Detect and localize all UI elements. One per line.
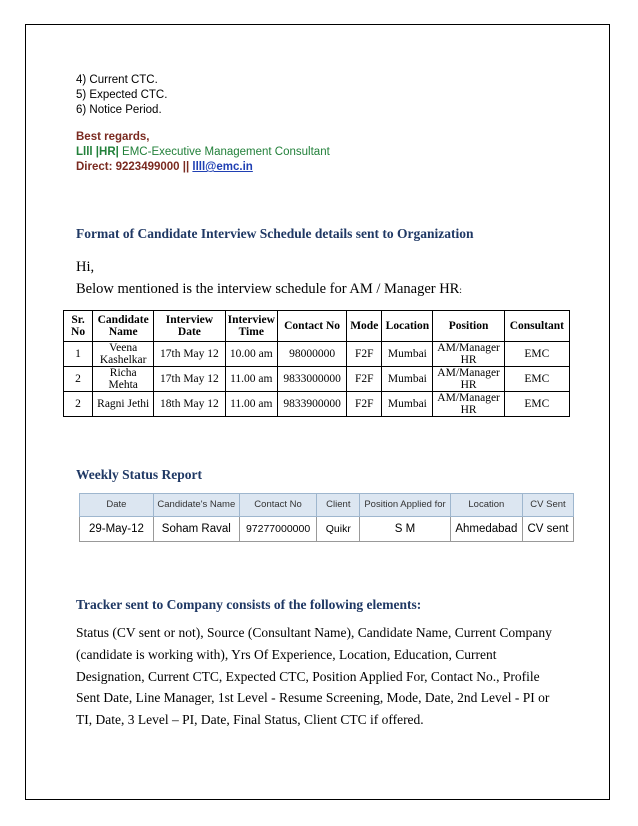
header-cell: Location [450, 494, 522, 517]
table-cell: Richa Mehta [93, 367, 154, 392]
table-cell: Soham Raval [153, 517, 239, 542]
table-header-row [80, 494, 574, 517]
header-cell: Date [80, 494, 154, 517]
table-cell: 17th May 12 [154, 367, 225, 392]
signature-line [76, 145, 330, 160]
table-header-row [64, 311, 570, 342]
table-cell: S M [360, 517, 451, 542]
header-cell: Interview Date [154, 311, 225, 342]
intro-colon: : [459, 285, 462, 295]
table-cell: F2F [347, 367, 382, 392]
table-cell: EMC [504, 392, 569, 417]
table-cell: 2 [64, 392, 93, 417]
table-cell: 9833900000 [277, 392, 346, 417]
list-item: 5) Expected CTC. [76, 89, 168, 101]
direct-line [76, 160, 330, 175]
intro-main: Below mentioned is the interview schedule for AM / Manager HR [76, 281, 460, 297]
header-cell: Position [433, 311, 504, 342]
header-cell: Interview Time [225, 311, 277, 342]
table-cell: Ahmedabad [450, 517, 522, 542]
weekly-heading: Weekly Status Report [76, 467, 202, 482]
table-cell: 18th May 12 [154, 392, 225, 417]
table-cell: 10.00 am [225, 342, 277, 367]
table-cell: Mumbai [382, 367, 433, 392]
header-cell: Contact No [239, 494, 317, 517]
schedule-table [63, 310, 570, 417]
intro-text [76, 281, 462, 298]
table-cell: Mumbai [382, 342, 433, 367]
table-cell: Quikr [317, 517, 360, 542]
header-cell: Candidate's Name [153, 494, 239, 517]
table-cell: F2F [347, 342, 382, 367]
table-cell: F2F [347, 392, 382, 417]
table-cell: 97277000000 [239, 517, 317, 542]
table-row [64, 392, 570, 417]
table-cell: AM/Manager HR [433, 367, 504, 392]
table-cell: Ragni Jethi [93, 392, 154, 417]
table-cell: 98000000 [277, 342, 346, 367]
header-cell: Consultant [504, 311, 569, 342]
email-signature [76, 130, 330, 175]
weekly-status-table [79, 493, 574, 542]
header-cell: Contact No [277, 311, 346, 342]
table-cell: Veena Kashelkar [93, 342, 154, 367]
table-cell: CV sent [522, 517, 573, 542]
table-cell: 17th May 12 [154, 342, 225, 367]
table-cell: 2 [64, 367, 93, 392]
email-list [76, 73, 167, 118]
table-cell: Mumbai [382, 392, 433, 417]
list-item: 4) Current CTC. [76, 74, 158, 86]
table-cell: 29-May-12 [80, 517, 154, 542]
direct-label: Direct: 9223499000 || [76, 161, 193, 173]
table-row [64, 367, 570, 392]
header-cell: Position Applied for [360, 494, 451, 517]
table-cell: EMC [504, 367, 569, 392]
tracker-body: Status (CV sent or not), Source (Consultant Name), Candidate Name, Current Company (candidate is working with), Yrs Of Experience, Location, Education, Current Designation, Current CTC, Expected CTC, Position Applied For, Contact No., Profile Sent Date, Line Manager, 1st Level - Resume Screening, Mode, Date, 2nd Level - PI or TI, Date, 3 Level – PI, Date, Final Status, Client CTC if offered. [76, 625, 552, 728]
regards-text: Best regards, [76, 131, 150, 143]
signature-company: EMC-Executive Management Consultant [118, 146, 330, 158]
table-cell: AM/Manager HR [433, 342, 504, 367]
table-cell: 11.00 am [225, 392, 277, 417]
table-cell: 9833000000 [277, 367, 346, 392]
header-cell: Client [317, 494, 360, 517]
tracker-heading: Tracker sent to Company consists of the following elements: [76, 597, 422, 612]
header-cell: Sr. No [64, 311, 93, 342]
table-cell: AM/Manager HR [433, 392, 504, 417]
table-cell: 1 [64, 342, 93, 367]
table-cell: EMC [504, 342, 569, 367]
signature-name: Llll |HR| [76, 146, 119, 158]
greeting-text: Hi, [76, 259, 95, 275]
list-item: 6) Notice Period. [76, 104, 162, 116]
schedule-heading: Format of Candidate Interview Schedule details sent to Organization [76, 226, 474, 241]
email-link[interactable]: llll@emc.in [192, 161, 253, 173]
header-cell: Location [382, 311, 433, 342]
table-row [80, 517, 574, 542]
table-row [64, 342, 570, 367]
header-cell: CV Sent [522, 494, 573, 517]
header-cell: Candidate Name [93, 311, 154, 342]
table-cell: 11.00 am [225, 367, 277, 392]
header-cell: Mode [347, 311, 382, 342]
